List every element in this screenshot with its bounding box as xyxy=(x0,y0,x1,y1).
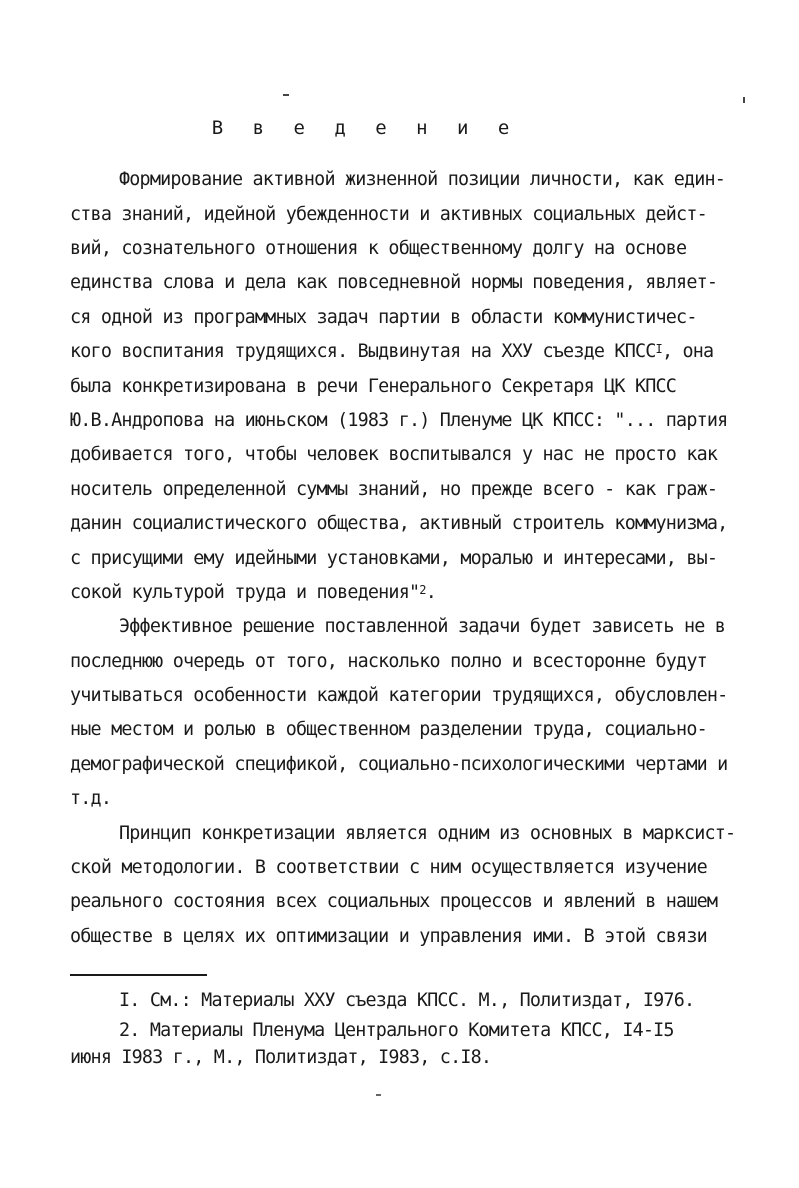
text-line: данин социалистического общества, активный строитель коммунизма, xyxy=(70,513,728,534)
text-line: была конкретизирована в речи Генерального Секретаря ЦК КПСС xyxy=(70,376,677,397)
text-span: . xyxy=(425,582,436,603)
page-title: В в е д е н и е xyxy=(211,117,519,139)
text-line: Принцип конкретизации является одним из основных в марксист- xyxy=(119,823,736,844)
text-line: ства знаний, идейной убежденности и активных социальных дейст- xyxy=(70,204,707,225)
footnote-1: I. См.: Материалы ХХУ съезда КПСС. М., Политиздат, I976. xyxy=(119,990,695,1011)
text-line: реального состояния всех социальных процессов и явлений в нашем xyxy=(70,891,718,912)
scan-mark xyxy=(283,94,289,96)
text-line: вий, сознательного отношения к общественному долгу на основе xyxy=(70,238,687,259)
text-line xyxy=(70,338,713,366)
footnote-ref-1: I xyxy=(655,342,662,356)
text-line: Формирование активной жизненной позиции личности, как един- xyxy=(119,169,726,190)
text-line: учитываться особенности каждой категории трудящихся, обусловлен- xyxy=(70,685,728,706)
text-span: кого воспитания трудящихся. Выдвинутая на ХХУ съезде КПСС xyxy=(70,341,656,362)
text-span: , она xyxy=(661,341,714,362)
text-line: т.д. xyxy=(70,788,112,809)
text-line: Эффективное решение поставленной задачи будет зависеть не в xyxy=(119,616,726,637)
footnote-2-continuation: июня I983 г., М., Политиздат, I983, с.I8. xyxy=(70,1047,492,1068)
text-line: ся одной из программных задач партии в области коммунистичес- xyxy=(70,307,697,328)
text-line: единства слова и дела как повседневной нормы поведения, являет- xyxy=(70,272,718,293)
text-line: носитель определенной суммы знаний, но прежде всего - как граж- xyxy=(70,479,718,500)
text-line: с присущими ему идейными установками, моралью и интересами, вы- xyxy=(70,548,718,569)
scan-mark xyxy=(743,97,745,103)
text-line xyxy=(70,579,436,607)
text-line: последнюю очередь от того, насколько полно и всесторонне будут xyxy=(70,651,707,672)
footnote-separator xyxy=(70,974,207,976)
footnote-ref-2: 2 xyxy=(419,583,426,597)
text-line: добивается того, чтобы человек воспитывался у нас не просто как xyxy=(70,444,718,465)
text-line: ской методологии. В соответствии с ним осуществляется изучение xyxy=(70,857,707,878)
text-span: сокой культурой труда и поведения" xyxy=(70,582,420,603)
text-line: демографической спецификой, социально-психологическими чертами и xyxy=(70,754,728,775)
text-line: ные местом и ролью в общественном разделении труда, социально- xyxy=(70,719,707,740)
text-line: обществе в целях их оптимизации и управления ими. В этой связи xyxy=(70,926,707,947)
footnote-2: 2. Материалы Пленума Центрального Комитета КПСС, I4-I5 xyxy=(119,1020,674,1041)
text-line: Ю.В.Андропова на июньском (1983 г.) Пленуме ЦК КПСС: "... партия xyxy=(70,410,728,431)
scan-mark xyxy=(376,1094,381,1096)
